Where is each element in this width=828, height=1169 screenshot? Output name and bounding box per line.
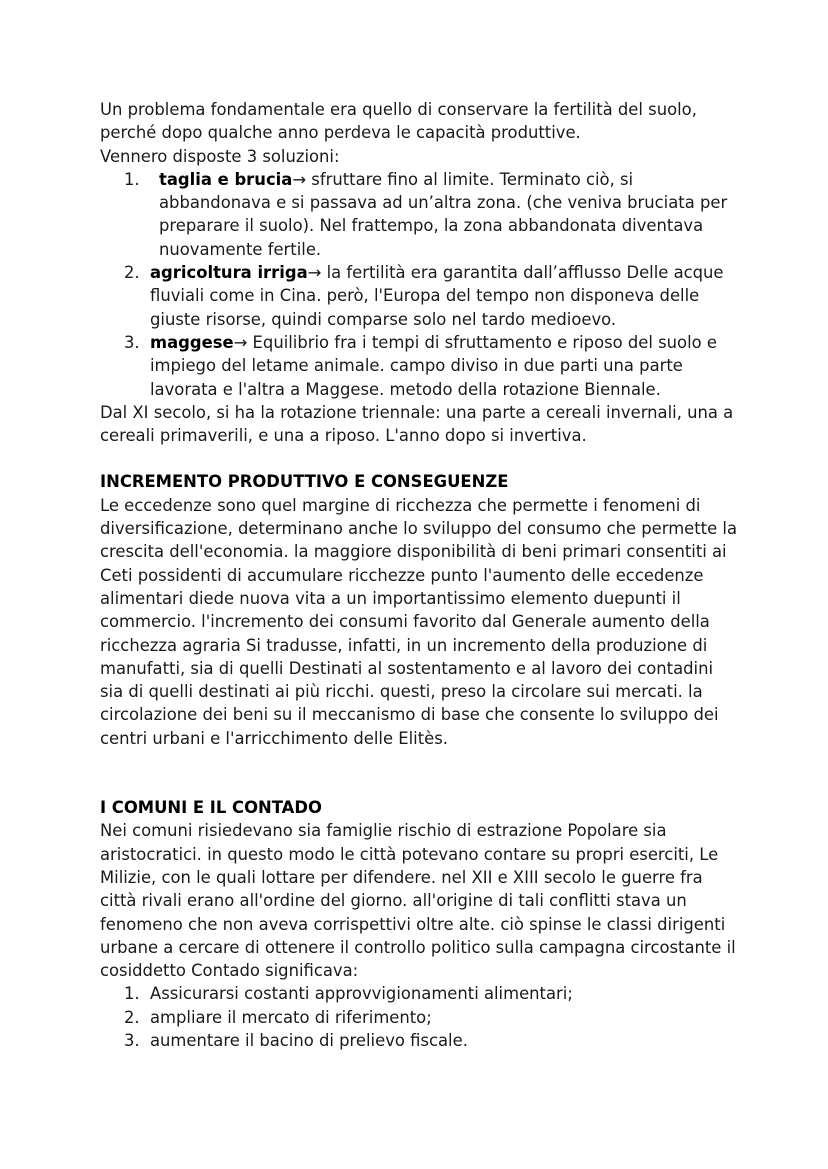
list-item: [100, 168, 740, 261]
list-number: 1.: [124, 984, 140, 1004]
solution-text: la fertilità era garantita dall’afflusso Delle acque fluviali come in Cina. però, l'Europa del tempo non disponeva delle giuste risorse, quindi comparse solo nel tardo medioevo.: [150, 263, 724, 329]
list-item-text: ampliare il mercato di riferimento;: [150, 1007, 432, 1027]
solution-text: Equilibrio fra i tempi di sfruttamento e riposo del suolo e impiego del letame animale. campo diviso in due parti una parte lavorata e l'altra a Maggese. metodo della rotazione Biennale.: [150, 332, 717, 399]
section-paragraph: Le eccedenze sono quel margine di ricchezza che permette i fenomeni di diversificazione, determinano anche lo sviluppo del consumo che permette la crescita dell'economia. la maggiore disponibilità di beni primari consentiti ai Ceti possidenti di accumulare ricchezze punto l'aumento delle eccedenze alimentari diede nuova vita a un importantissimo elemento duepunti il commercio. l'incremento dei consumi favorito dal Generale aumento della ricchezza agraria Si tradusse, infatti, in un incremento della produzione di manufatti, sia di quelli Destinati al sostentamento e al lavoro dei contadini sia di quelli destinati ai più ricchi. questi, preso la circolare sui mercati. la circolazione dei beni su il meccanismo di base che consente lo sviluppo dei centri urbani e l'arricchimento delle Elitès.: [100, 495, 738, 748]
list-item: [100, 1029, 740, 1052]
intro-paragraph: Un problema fondamentale era quello di conservare la fertilità del suolo, perché dopo qualche anno perdeva le capacità produttive.: [100, 100, 697, 143]
section-paragraph: Nei comuni risiedevano sia famiglie rischio di estrazione Popolare sia aristocratici. in questo modo le città potevano contare su propri eserciti, Le Milizie, con le quali lottare per difendere. nel XII e XIII secolo le guerre fra città rivali erano all'ordine del giorno. all'origine di tali conflitti stava un fenomeno che non aveva corrispettivi oltre alte. ciò spinse le classi dirigenti urbane a cercare di ottenere il controllo politico sulla campagna circostante il cosiddetto Contado significava:: [100, 821, 736, 981]
list-item: [100, 982, 740, 1005]
triennale-paragraph: Dal XI secolo, si ha la rotazione triennale: una parte a cereali invernali, una a cereali primaverili, e una a riposo. L'anno dopo si invertiva.: [100, 402, 734, 446]
arrow-icon: →: [233, 332, 248, 352]
list-item-text: Assicurarsi costanti approvvigionamenti alimentari;: [150, 984, 573, 1004]
list-item: [100, 331, 740, 401]
solution-term: maggese: [150, 332, 234, 352]
list-number: 3.: [124, 332, 140, 352]
section-heading: INCREMENTO PRODUTTIVO E CONSEGUENZE: [100, 472, 509, 492]
list-item-text: aumentare il bacino di prelievo fiscale.: [150, 1030, 468, 1050]
solutions-list: [100, 168, 740, 401]
list-number: 2.: [124, 1007, 140, 1027]
solution-term: taglia e brucia: [159, 169, 293, 189]
arrow-icon: →: [292, 169, 307, 189]
list-number: 2.: [124, 263, 140, 283]
list-number: 3.: [124, 1030, 140, 1050]
intro-lead: Vennero disposte 3 soluzioni:: [100, 146, 340, 166]
solution-text: sfruttare fino al limite. Terminato ciò, si abbandonava e si passava ad un’altra zona. (che veniva bruciata per preparare il suolo). Nel frattempo, la zona abbandonata diventava nuovamente fertile.: [159, 169, 728, 259]
list-number: 1.: [124, 169, 140, 189]
list-item: [100, 261, 740, 331]
solution-term: agricoltura irriga: [150, 263, 308, 283]
contado-list: [100, 982, 740, 1052]
list-item: [100, 1006, 740, 1029]
document-page: [100, 98, 740, 1052]
arrow-icon: →: [307, 263, 322, 283]
section-heading: I COMUNI E IL CONTADO: [100, 798, 322, 818]
